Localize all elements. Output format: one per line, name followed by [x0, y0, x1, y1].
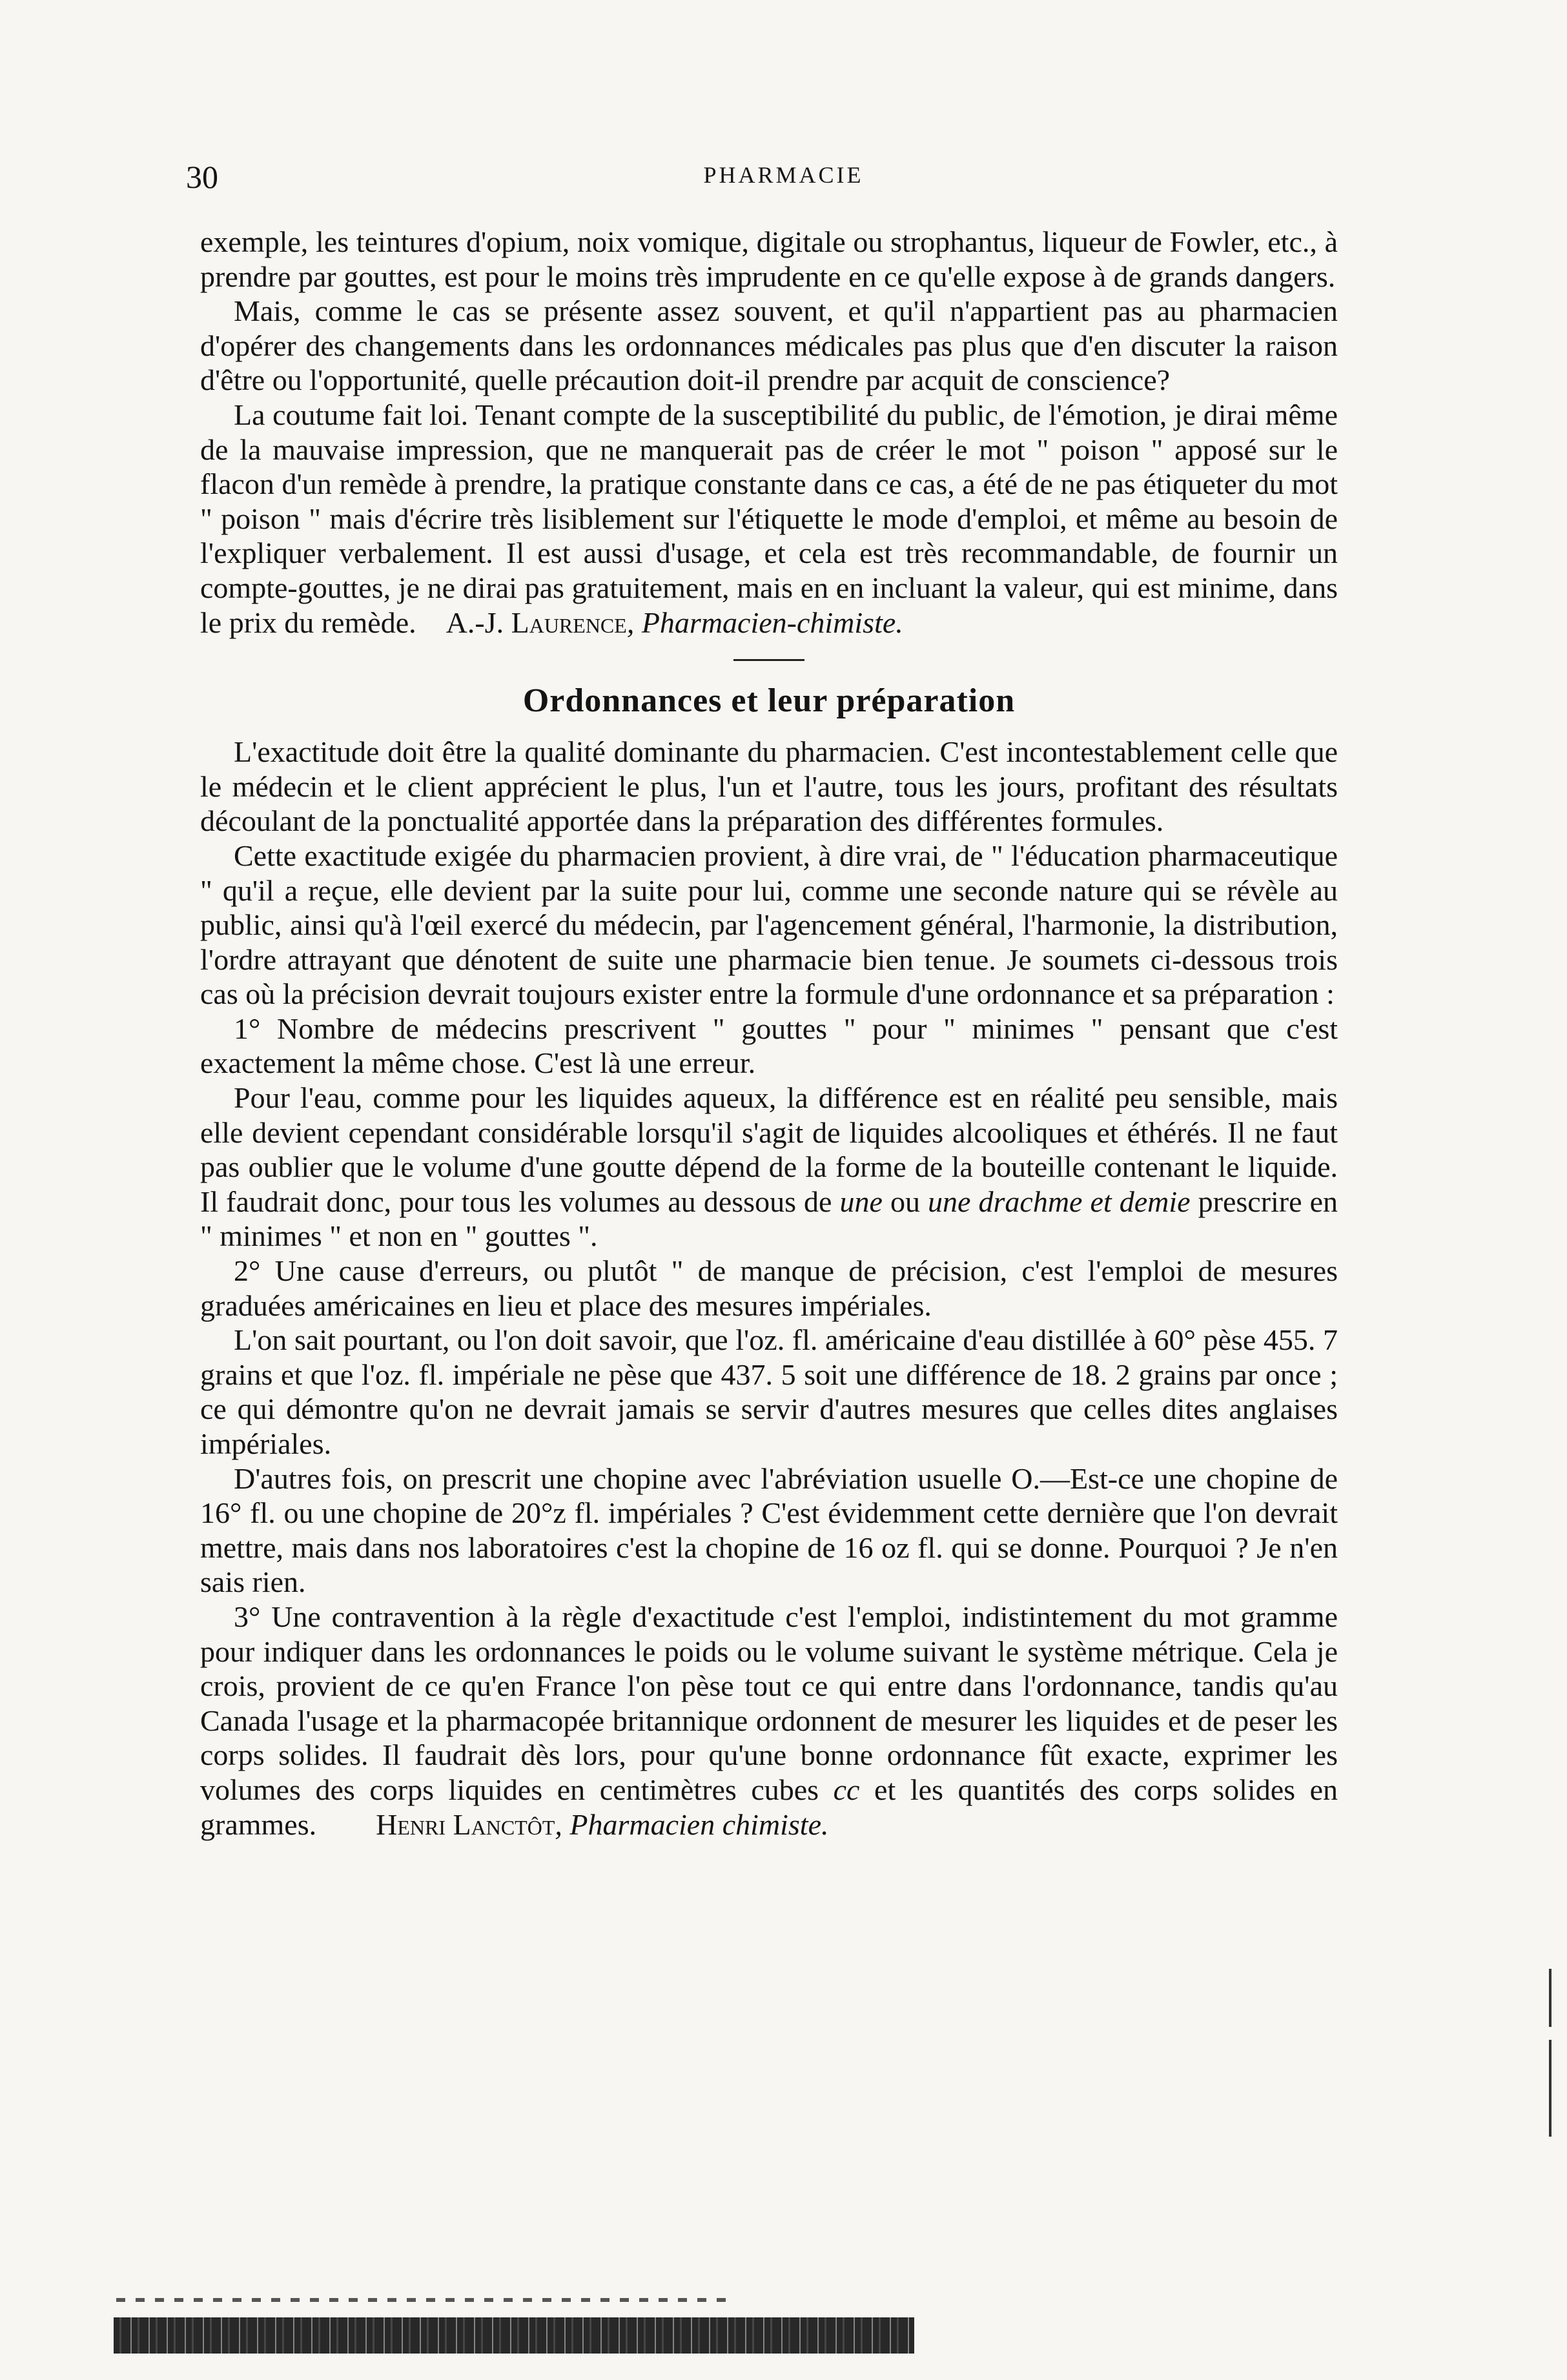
paragraph: exemple, les teintures d'opium, noix vomique, digitale ou strophantus, liqueur de Fowler, etc., à prendre par gouttes, est pour le moins très imprudente en ce qu'elle expose à de grands dangers.	[200, 225, 1338, 293]
signature-title: , Pharmacien-chimiste.	[626, 605, 903, 639]
paragraph-text: prescrire en " minimes " et non en " gouttes ".	[200, 1185, 1338, 1253]
paragraph	[200, 398, 1338, 640]
paragraph-text: 3° Une contravention à la règle d'exactitude c'est l'emploi, indistintement du mot gramme pour indiquer dans les ordonnances le poids ou le volume suivant le système métrique. Cela je crois, provient de ce qu'en France l'on pèse tout ce qui entre dans l'ordonnance, tandis qu'au Canada l'usage et la pharmacopée britannique ordonnent de mesurer les liquides et de peser les corps solides. Il faudrait dès lors, pour qu'une bonne ordonnance fût exacte, exprimer les volumes des corps liquides en centimètres cubes	[200, 1600, 1338, 1806]
paragraph: D'autres fois, on prescrit une chopine avec l'abréviation usuelle O.—Est-ce une chopine de 16° fl. ou une chopine de 20°z fl. impériales ? C'est évidemment cette dernière que l'on devrait mettre, mais dans nos laboratoires c'est la chopine de 16 oz fl. qui se donne. Pourquoi ? Je n'en sais rien.	[200, 1461, 1338, 1599]
paragraph	[200, 1600, 1338, 1842]
italic-text: une	[839, 1185, 883, 1218]
signature	[316, 1808, 828, 1841]
scan-artifact-dots	[116, 2298, 730, 2302]
signature-initials: A.-J.	[446, 605, 511, 639]
scan-artifact-margin	[1549, 2040, 1552, 2137]
signature-title: , Pharmacien chimiste.	[555, 1807, 829, 1841]
section-title: Ordonnances et leur préparation	[522, 682, 1016, 720]
scan-artifact-margin	[1549, 1969, 1552, 2027]
running-title: PHARMACIE	[703, 162, 864, 188]
italic-text: une drachme et demie	[928, 1185, 1191, 1218]
italic-text: cc	[833, 1773, 860, 1806]
paragraph-text: La coutume fait loi. Tenant compte de la susceptibilité du public, de l'émotion, je dirai même de la mauvaise impression, que ne manquerait pas de créer le mot " poison " apposé sur le flacon d'un remède à prendre, la pratique constante dans ce cas, a été de ne pas étiqueter du mot " poison " mais d'écrire très lisiblement sur l'étiquette le mode d'emploi, et même au besoin de l'expliquer verbalement. Il est aussi d'usage, et cela est très recommandable, de fournir un compte-gouttes, je ne dirai pas gratuitement, mais en en incluant la valeur, qui est minime, dans le prix du remède.	[200, 398, 1338, 639]
article-body	[200, 225, 1338, 1842]
paragraph: Cette exactitude exigée du pharmacien provient, à dire vrai, de " l'éducation pharmaceutique " qu'il a reçue, elle devient par la suite pour lui, comme une seconde nature qui se révèle au public, ainsi qu'à l'œil exercé du médecin, par l'agencement général, l'harmonie, la distribution, l'ordre attrayant que dénotent de suite une pharmacie bien tenue. Je soumets ci-dessous trois cas où la précision devrait toujours exister entre la formule d'une ordonnance et sa préparation :	[200, 839, 1338, 1011]
scan-artifact-band	[114, 2317, 914, 2354]
signature	[416, 606, 903, 639]
paragraph-text: ou	[882, 1185, 928, 1218]
running-head	[0, 158, 1567, 209]
paragraph	[200, 1081, 1338, 1254]
paragraph: 2° Une cause d'erreurs, ou plutôt " de manque de précision, c'est l'emploi de mesures graduées américaines en lieu et place des mesures impériales.	[200, 1254, 1338, 1322]
paragraph: Mais, comme le cas se présente assez souvent, et qu'il n'appartient pas au pharmacien d'opérer des changements dans les ordonnances médicales pas plus que d'en discuter la raison d'être ou l'opportunité, quelle précaution doit-il prendre par acquit de conscience?	[200, 294, 1338, 397]
section-divider	[733, 659, 804, 661]
signature-name: Henri Lanctôt	[376, 1807, 555, 1841]
paragraph-text: et les quantités des corps solides en grammes.	[200, 1773, 1338, 1841]
paragraph-text: Pour l'eau, comme pour les liquides aqueux, la différence est en réalité peu sensible, mais elle devient cependant considérable lorsqu'il s'agit de liquides alcooliques et éthérés. Il ne faut pas oublier que le volume d'une goutte dépend de la forme de la bouteille contenant le liquide. Il faudrait donc, pour tous les volumes au dessous de	[200, 1081, 1338, 1218]
paragraph: 1° Nombre de médecins prescrivent " gouttes " pour " minimes " pensant que c'est exactement la même chose. C'est là une erreur.	[200, 1012, 1338, 1080]
paragraph: L'exactitude doit être la qualité dominante du pharmacien. C'est incontestablement celle que le médecin et le client apprécient le plus, l'un et l'autre, tous les jours, profitant des résultats découlant de la ponctualité apportée dans la préparation des différentes formules.	[200, 735, 1338, 838]
paragraph: L'on sait pourtant, ou l'on doit savoir, que l'oz. fl. américaine d'eau distillée à 60° pèse 455. 7 grains et que l'oz. fl. impériale ne pèse que 437. 5 soit une différence de 18. 2 grains par once ; ce qui démontre qu'on ne devrait jamais se servir d'autres mesures que celles dites anglaises impériales.	[200, 1323, 1338, 1460]
signature-name: Laurence	[511, 605, 627, 639]
page-number: 30	[186, 159, 218, 195]
